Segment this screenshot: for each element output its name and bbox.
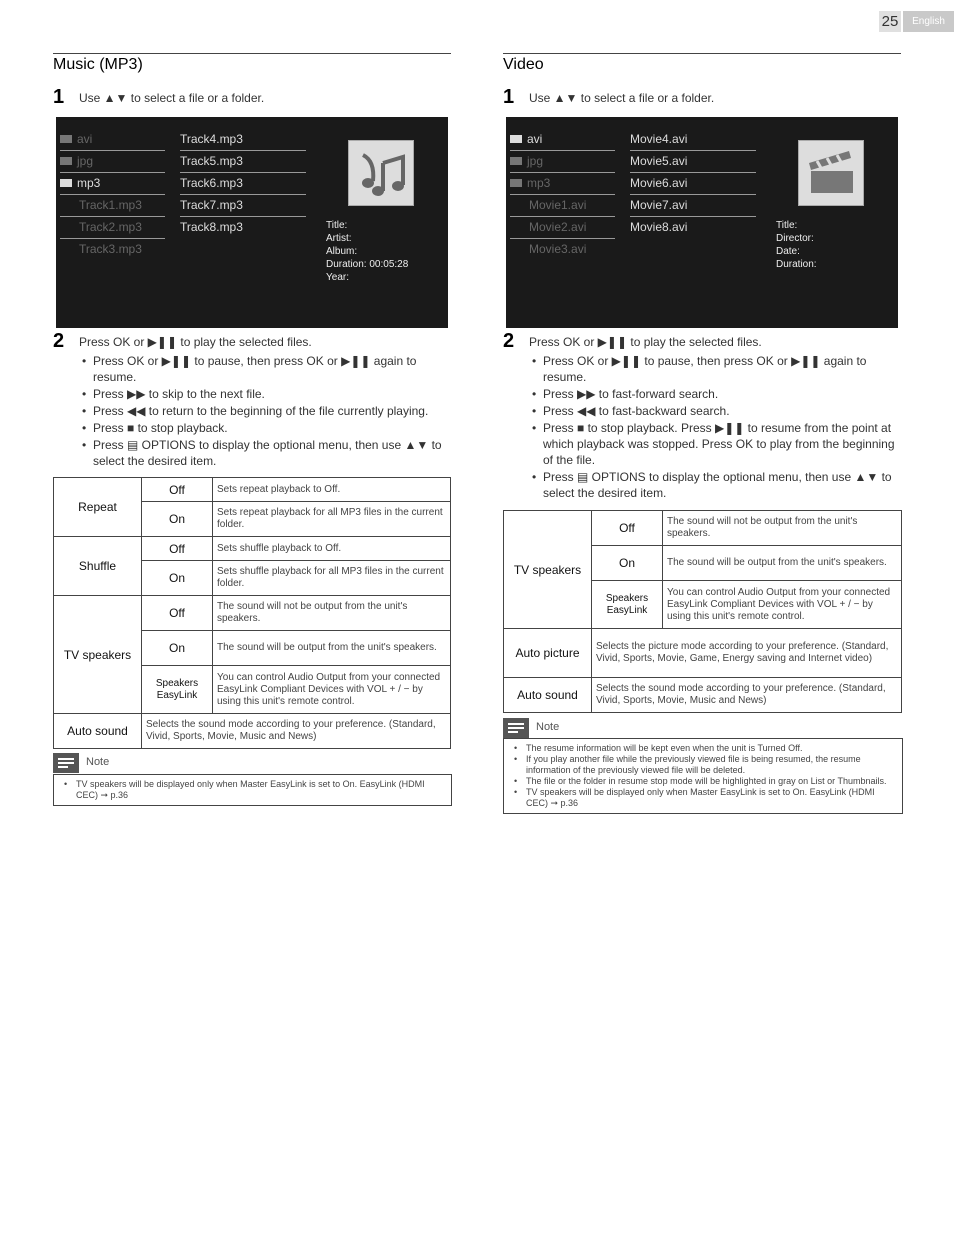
info-line: Date:: [776, 246, 800, 257]
step-text: Use ▲▼ to select a file or a folder.: [529, 91, 715, 105]
file-label: Movie2.avi: [529, 220, 587, 234]
info-line: Year:: [326, 272, 349, 283]
info-line: Album:: [326, 246, 358, 257]
video-info-panel: [776, 219, 817, 271]
bullet-item: • Press ■ to stop playback. Press ▶❚❚ to resume from the point at which playback was stopped. Press OK to play from the beginning of the file.: [530, 420, 900, 468]
video-options-table: [503, 510, 902, 713]
note-item: • The resume information will be kept even when the unit is Turned Off.: [510, 743, 896, 754]
info-line: Title:: [326, 220, 348, 231]
bullet-item: • Press ▶▶ to fast-forward search.: [530, 386, 900, 402]
step-number: 2: [503, 330, 515, 352]
music-bullet-list: [80, 353, 450, 470]
folder-icon: [60, 179, 72, 187]
file-label: Track2.mp3: [79, 220, 142, 234]
folder-icon: [510, 157, 522, 165]
video-browser-screen: [506, 117, 898, 328]
file-label: Movie1.avi: [529, 198, 587, 212]
file-item[interactable]: Track8.mp3: [180, 220, 243, 234]
note-item: • TV speakers will be displayed only when Master EasyLink is set to On. EasyLink (HDMI CEC) ➞ p.36: [60, 779, 445, 801]
setting-speakers-easylink: Speakers EasyLink: [592, 581, 663, 629]
folder-icon: [60, 157, 72, 165]
section-title-video: Video: [503, 56, 544, 73]
section-rule: [53, 53, 451, 54]
setting-desc: Selects the sound mode according to your preference. (Standard, Vivid, Sports, Movie, Music and News): [592, 678, 902, 713]
file-label: avi: [527, 132, 543, 146]
setting-on: On: [142, 631, 213, 666]
option-shuffle: Shuffle: [54, 537, 142, 596]
setting-desc: Sets shuffle playback to Off.: [213, 537, 451, 561]
setting-off: Off: [592, 511, 663, 546]
music-options-table: [53, 477, 451, 749]
option-repeat: Repeat: [54, 478, 142, 537]
bullet-item: • Press ▤ OPTIONS to display the optional menu, then use ▲▼ to select the desired item.: [80, 437, 450, 469]
option-tv-speakers: TV speakers: [504, 511, 592, 629]
music-note-box: [53, 774, 452, 806]
note-icon: [53, 753, 79, 773]
bullet-item: • Press ▶▶ to skip to the next file.: [80, 386, 450, 402]
setting-desc: Selects the picture mode according to your preference. (Standard, Vivid, Sports, Movie, Game, Energy saving and Internet video): [592, 629, 902, 678]
setting-desc: Sets shuffle playback for all MP3 files in the current folder.: [213, 561, 451, 596]
file-item[interactable]: Movie5.avi: [630, 151, 756, 173]
page-number: 25: [879, 11, 901, 32]
option-auto-sound: Auto sound: [504, 678, 592, 713]
section-title-music: Music (MP3): [53, 56, 143, 73]
setting-off: Off: [142, 478, 213, 502]
setting-on: On: [592, 546, 663, 581]
track-info-panel: [326, 219, 408, 284]
file-item[interactable]: Track5.mp3: [180, 151, 306, 173]
video-bullet-list: [530, 353, 900, 502]
file-label: Movie3.avi: [529, 242, 587, 256]
folder-item[interactable]: [510, 151, 615, 173]
setting-on: On: [142, 561, 213, 596]
file-label: jpg: [77, 154, 94, 168]
info-line: Duration:: [776, 259, 817, 270]
setting-desc: You can control Audio Output from your connected EasyLink Compliant Devices with VOL + / − by using this unit's remote control.: [213, 666, 451, 714]
note-item: • The file or the folder in resume stop mode will be highlighted in gray on List or Thumbnails.: [510, 776, 896, 787]
bullet-item: • Press ◀◀ to fast-backward search.: [530, 403, 900, 419]
note-icon: [503, 718, 529, 738]
setting-desc: The sound will not be output from the unit's speakers.: [213, 596, 451, 631]
file-item[interactable]: [510, 195, 615, 217]
file-item[interactable]: [60, 195, 165, 217]
setting-desc: The sound will not be output from the unit's speakers.: [663, 511, 902, 546]
folder-icon: [510, 135, 522, 143]
folder-item[interactable]: [60, 173, 165, 195]
bullet-item: • Press ■ to stop playback.: [80, 420, 450, 436]
file-label: mp3: [77, 176, 101, 190]
language-tab: English: [903, 11, 954, 32]
setting-speakers-easylink: Speakers EasyLink: [142, 666, 213, 714]
note-label: Note: [536, 721, 560, 733]
note-item: • TV speakers will be displayed only when Master EasyLink is set to On. EasyLink (HDMI CEC) ➞ p.36: [510, 787, 896, 809]
file-item[interactable]: Track4.mp3: [180, 129, 306, 151]
folder-item[interactable]: [60, 129, 165, 151]
file-label: mp3: [527, 176, 551, 190]
info-line: Duration: 00:05:28: [326, 259, 409, 270]
setting-desc: The sound will be output from the unit's speakers.: [213, 631, 451, 666]
file-item[interactable]: Movie8.avi: [630, 220, 688, 234]
folder-item[interactable]: [60, 151, 165, 173]
step-text: Press OK or ▶❚❚ to play the selected files.: [79, 335, 312, 349]
note-item: • If you play another file while the previously viewed file is being resumed, the resume information of the previously viewed file will be deleted.: [510, 754, 896, 776]
setting-off: Off: [142, 537, 213, 561]
setting-desc: Sets repeat playback to Off.: [213, 478, 451, 502]
option-auto-picture: Auto picture: [504, 629, 592, 678]
setting-desc: You can control Audio Output from your connected EasyLink Compliant Devices with VOL + / − by using this unit's remote control.: [663, 581, 902, 629]
file-item[interactable]: Movie7.avi: [630, 195, 756, 217]
step-number: 2: [53, 330, 65, 352]
setting-off: Off: [142, 596, 213, 631]
step-text: Press OK or ▶❚❚ to play the selected files.: [529, 335, 762, 349]
info-line: Artist:: [326, 233, 352, 244]
file-label: Track1.mp3: [79, 198, 142, 212]
file-label: jpg: [527, 154, 544, 168]
folder-item[interactable]: [510, 129, 615, 151]
bullet-item: • Press ◀◀ to return to the beginning of the file currently playing.: [80, 403, 450, 419]
folder-item[interactable]: [510, 173, 615, 195]
folder-icon: [60, 135, 72, 143]
setting-desc: Selects the sound mode according to your preference. (Standard, Vivid, Sports, Movie, Music and News): [142, 714, 451, 749]
option-tv-speakers: TV speakers: [54, 596, 142, 714]
file-item[interactable]: Movie6.avi: [630, 173, 756, 195]
file-item[interactable]: Track7.mp3: [180, 195, 306, 217]
video-note-box: [503, 738, 903, 814]
file-item[interactable]: Movie4.avi: [630, 129, 756, 151]
file-label: avi: [77, 132, 93, 146]
setting-desc: The sound will be output from the unit's speakers.: [663, 546, 902, 581]
step-text: Use ▲▼ to select a file or a folder.: [79, 91, 265, 105]
file-item[interactable]: [510, 217, 615, 239]
setting-desc: Sets repeat playback for all MP3 files in the current folder.: [213, 502, 451, 537]
info-line: Director:: [776, 233, 814, 244]
bullet-item: • Press OK or ▶❚❚ to pause, then press OK or ▶❚❚ again to resume.: [80, 353, 450, 385]
music-note-icon: [348, 140, 414, 206]
step-number: 1: [53, 86, 65, 108]
file-item[interactable]: [510, 239, 615, 260]
note-label: Note: [86, 756, 110, 768]
section-rule: [503, 53, 901, 54]
setting-on: On: [142, 502, 213, 537]
file-item[interactable]: Track6.mp3: [180, 173, 306, 195]
clapperboard-icon: [798, 140, 864, 206]
folder-icon: [510, 179, 522, 187]
option-auto-sound: Auto sound: [54, 714, 142, 749]
bullet-item: • Press ▤ OPTIONS to display the optional menu, then use ▲▼ to select the desired item.: [530, 469, 900, 501]
bullet-item: • Press OK or ▶❚❚ to pause, then press OK or ▶❚❚ again to resume.: [530, 353, 900, 385]
music-browser-screen: [56, 117, 448, 328]
file-label: Track3.mp3: [79, 242, 142, 256]
step-number: 1: [503, 86, 515, 108]
file-item[interactable]: [60, 217, 165, 239]
info-line: Title:: [776, 220, 798, 231]
file-item[interactable]: [60, 239, 165, 260]
